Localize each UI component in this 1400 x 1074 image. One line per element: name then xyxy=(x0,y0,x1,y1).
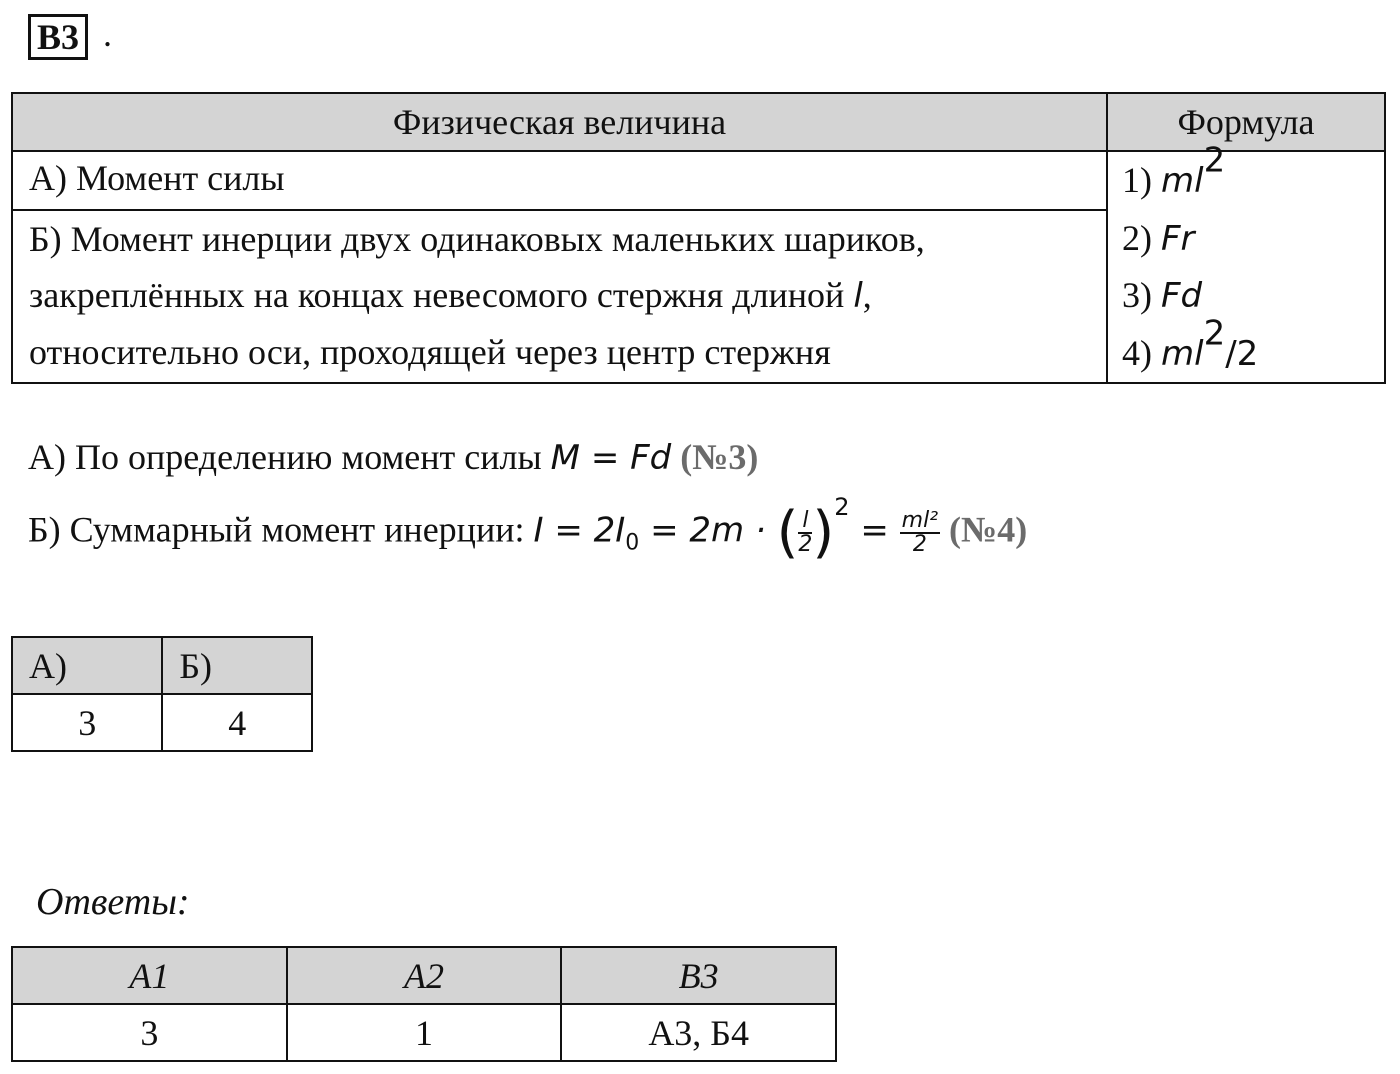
answers-header-a2: A2 xyxy=(287,947,562,1004)
formula-4: 4) $ml^2/2$ xyxy=(1122,313,1259,374)
header-quantity: Физическая величина xyxy=(12,93,1107,151)
formula-3: 3) Fd xyxy=(1122,275,1203,316)
answers-value-b3: А3, Б4 xyxy=(561,1004,836,1061)
formula-1: 1) $ml^2$ xyxy=(1122,140,1226,201)
task-label-dot: . xyxy=(103,14,112,54)
formula-2: 2) Fr xyxy=(1122,217,1195,259)
solution-line-a: А) По определению момент силы M = Fd (№3) xyxy=(28,437,759,478)
answer-header-a: А) xyxy=(12,637,162,694)
row-b-line-2: закреплённых на концах невесомого стержня длиной l, xyxy=(29,274,872,316)
row-a-quantity: А) Момент силы xyxy=(12,151,1107,210)
answers-header-b3: B3 xyxy=(561,947,836,1004)
answer-ref-a: (№3) xyxy=(680,437,759,477)
fraction-l-over-2: $\frac{l}{2}$ xyxy=(798,508,813,557)
formula-list xyxy=(1107,140,1385,383)
row-b-line-3: относительно оси, проходящей через центр стержня xyxy=(29,331,831,372)
fraction-ml2-over-2: $\frac{\text{ml²}}{2}$ xyxy=(901,508,939,557)
answers-header-a1: A1 xyxy=(12,947,287,1004)
row-b-line-1: Б) Момент инерции двух одинаковых маленьких шариков, xyxy=(29,218,925,259)
answers-value-a1: 3 xyxy=(12,1004,287,1061)
answer-header-b: Б) xyxy=(162,637,312,694)
matching-table xyxy=(11,92,1386,384)
answer-value-b: 4 xyxy=(162,694,312,751)
answers-table xyxy=(11,946,837,1062)
answer-value-a: 3 xyxy=(12,694,162,751)
header-formula: Формула xyxy=(1107,93,1385,151)
answers-title: Ответы: xyxy=(36,881,190,923)
answer-table-ab xyxy=(11,636,313,752)
answer-ref-b: (№4) xyxy=(949,509,1028,550)
task-label: В3 xyxy=(28,14,88,60)
solution-line-b: Б) Суммарный момент инерции: $I = 2I_0 = 2m$ · ( $\frac{l}{2}$ )$^2$ = $\frac{\text{ml²}}{2}$ (№4) xyxy=(28,492,1028,565)
row-b-quantity xyxy=(12,210,1107,384)
answers-value-a2: 1 xyxy=(287,1004,562,1061)
